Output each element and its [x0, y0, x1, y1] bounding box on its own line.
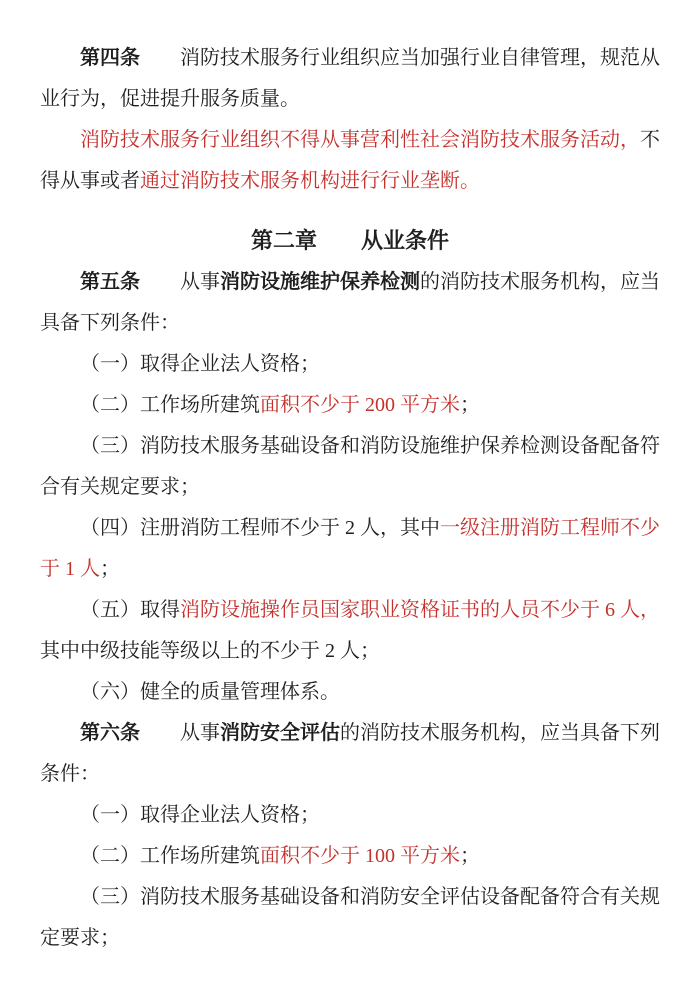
- text-segment: ；: [460, 394, 480, 416]
- text-segment: 其中中级技能等级以上的不少于 2 人；: [40, 640, 380, 662]
- article-5-paragraph: [40, 262, 660, 344]
- highlighted-text: 面积不少于 200 平方米: [260, 394, 460, 416]
- text-segment: （一）取得企业法人资格；: [80, 353, 320, 375]
- article-5-item-3: [40, 426, 660, 508]
- text-segment: 第六条: [80, 722, 140, 744]
- text-segment: ；: [460, 845, 480, 867]
- article-5-item-4: [40, 508, 660, 590]
- article-6-item-1: [40, 795, 660, 836]
- text-segment: 消防安全评估: [220, 722, 340, 744]
- article-4-paragraph-2: [40, 120, 660, 202]
- text-segment: （三）消防技术服务基础设备和消防安全评估设备配备符合有关规定要求；: [40, 886, 660, 949]
- text-segment: ；: [100, 558, 120, 580]
- text-segment: 不得从事或者: [40, 129, 660, 192]
- article-5-item-6: [40, 672, 660, 713]
- text-segment: 的消防技术服务机构，应当具备下列条件：: [40, 271, 660, 334]
- highlighted-text: 通过消防技术服务机构进行行业垄断。: [140, 170, 480, 192]
- text-segment: （六）健全的质量管理体系。: [80, 681, 340, 703]
- text-segment: 从事: [140, 722, 220, 744]
- document-body: [40, 38, 660, 959]
- article-6-item-2: [40, 836, 660, 877]
- article-5-item-5: [40, 590, 660, 672]
- text-segment: 消防设施维护保养检测: [220, 271, 420, 293]
- highlighted-text: 面积不少于 100 平方米: [260, 845, 460, 867]
- text-segment: （二）工作场所建筑: [80, 394, 260, 416]
- text-segment: （四）注册消防工程师不少于 2 人，其中: [80, 517, 440, 539]
- text-segment: 第二章 从业条件: [250, 228, 449, 253]
- article-6-paragraph: [40, 713, 660, 795]
- text-segment: 的消防技术服务机构，应当具备下列条件：: [40, 722, 660, 785]
- text-segment: （五）取得: [80, 599, 180, 621]
- article-5-item-1: [40, 344, 660, 385]
- article-6-item-3: [40, 877, 660, 959]
- text-segment: 消防技术服务行业组织应当加强行业自律管理，规范从业行为，促进提升服务质量。: [40, 47, 660, 110]
- article-5-item-2: [40, 385, 660, 426]
- text-segment: 从事: [140, 271, 220, 293]
- text-segment: 第五条: [80, 271, 140, 293]
- chapter-2-heading: [40, 220, 660, 262]
- text-segment: （三）消防技术服务基础设备和消防设施维护保养检测设备配备符合有关规定要求；: [40, 435, 660, 498]
- text-segment: （二）工作场所建筑: [80, 845, 260, 867]
- highlighted-text: 消防设施操作员国家职业资格证书的人员不少于 6 人，: [180, 599, 660, 621]
- highlighted-text: 消防技术服务行业组织不得从事营利性社会消防技术服务活动，: [80, 129, 640, 151]
- text-segment: 第四条: [80, 47, 140, 69]
- highlighted-text: 一级注册消防工程师不少于 1 人: [40, 517, 660, 580]
- text-segment: （一）取得企业法人资格；: [80, 804, 320, 826]
- article-4-paragraph-1: [40, 38, 660, 120]
